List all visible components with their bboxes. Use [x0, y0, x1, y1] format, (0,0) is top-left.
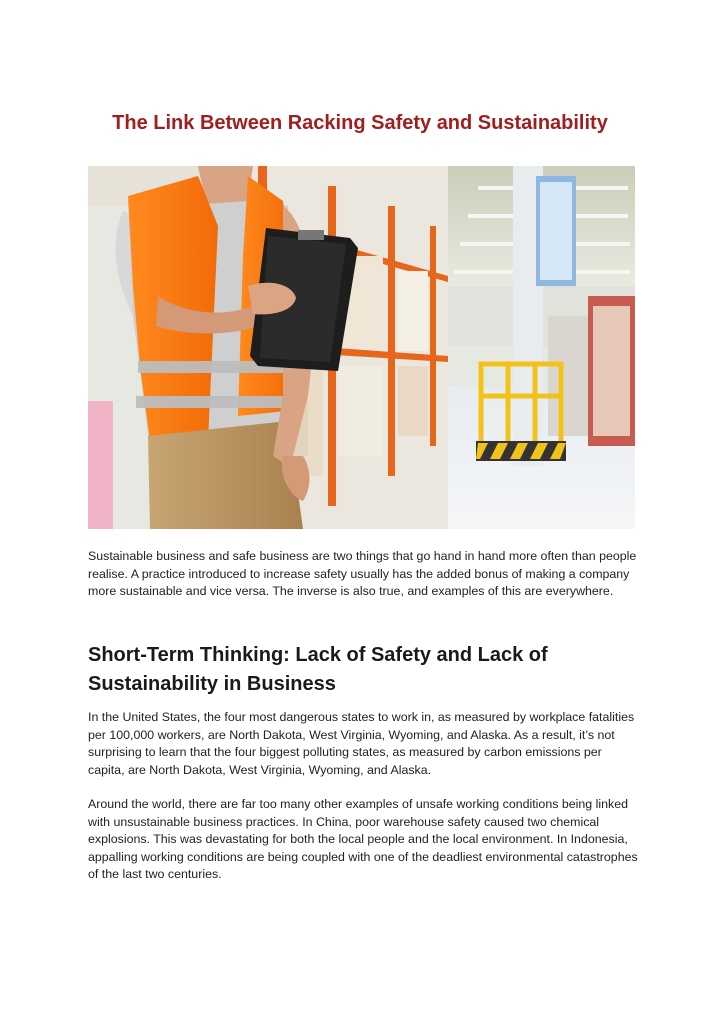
body-paragraph-2: Around the world, there are far too many other examples of unsafe working conditions being linked with unsustainable business practices. In China, poor warehouse safety caused two chemical explosions. This was devastating for both the local people and the local environment. In Indonesia, appalling working conditions are being coupled with one of the deadliest environmental catastrophes of the last two centuries.	[88, 797, 638, 882]
intro-paragraph: Sustainable business and safe business are two things that go hand in hand more often than people realise. A practice introduced to increase safety usually has the added bonus of making a company more sustainable and vice versa. The inverse is also true, and examples of this are everywhere.	[88, 549, 637, 599]
warehouse-photo	[88, 166, 635, 529]
section-heading: Short-Term Thinking: Lack of Safety and Lack of Sustainability in Business	[88, 644, 548, 695]
document-title: The Link Between Racking Safety and Sustainability	[112, 112, 608, 134]
body-paragraph-1: In the United States, the four most dangerous states to work in, as measured by workplace fatalities per 100,000 workers, are North Dakota, West Virginia, Wyoming, and Alaska. As a result, it’s not surprising to learn that the four biggest polluting states, as measured by carbon emissions per capita, are North Dakota, West Virginia, Wyoming, and Alaska.	[88, 710, 635, 777]
